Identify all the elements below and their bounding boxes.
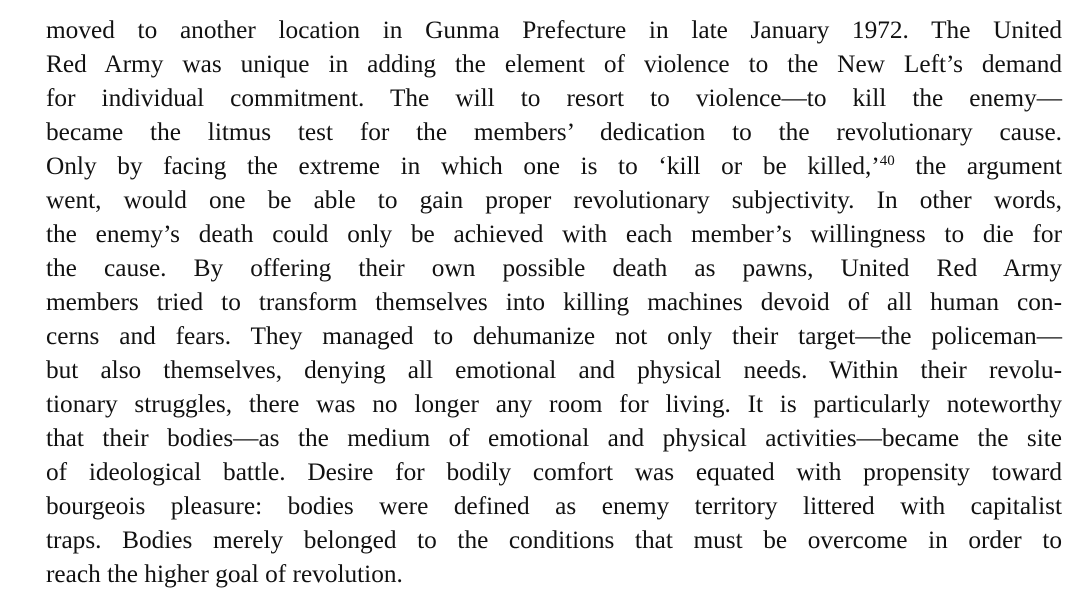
text-line-3: for individual commitment. The will to resort to violence—to kill the enemy— [46,84,1062,112]
text-line-17: reach the higher goal of revolution. [46,560,403,588]
text-line-5-end: the argument [894,152,1062,180]
text-line-14: of ideological battle. Desire for bodily comfort was equated with propensity toward [46,458,1062,486]
text-line-11: but also themselves, denying all emotional and physical needs. Within their revolu- [46,356,1062,384]
footnote-reference[interactable]: 40 [879,153,895,169]
text-line-16: traps. Bodies merely belonged to the conditions that must be overcome in order to [46,526,1062,554]
text-line-12: tionary struggles, there was no longer any room for living. It is particularly noteworthy [46,390,1062,418]
text-line-5-start: Only by facing the extreme in which one is to ‘kill or be killed,’ [46,152,880,180]
text-line-5 [46,149,1062,183]
text-line-15: bourgeois pleasure: bodies were defined as enemy territory littered with capitalist [46,492,1062,520]
text-line-10: cerns and fears. They managed to dehumanize not only their target—the policeman— [46,322,1062,350]
text-line-8: the cause. By offering their own possible death as pawns, United Red Army [46,254,1062,282]
text-line-6: went, would one be able to gain proper revolutionary subjectivity. In other words, [46,186,1062,214]
text-line-2: Red Army was unique in adding the element of violence to the New Left’s demand [46,50,1062,78]
text-line-13: that their bodies—as the medium of emotional and physical activities—became the site [46,424,1062,452]
text-line-9: members tried to transform themselves into killing machines devoid of all human con- [46,288,1062,316]
text-line-7: the enemy’s death could only be achieved with each member’s willingness to die for [46,220,1062,248]
text-line-4: became the litmus test for the members’ dedication to the revolutionary cause. [46,118,1062,146]
book-page-text [46,0,1062,591]
text-line-1: moved to another location in Gunma Prefecture in late January 1972. The United [46,16,1062,44]
